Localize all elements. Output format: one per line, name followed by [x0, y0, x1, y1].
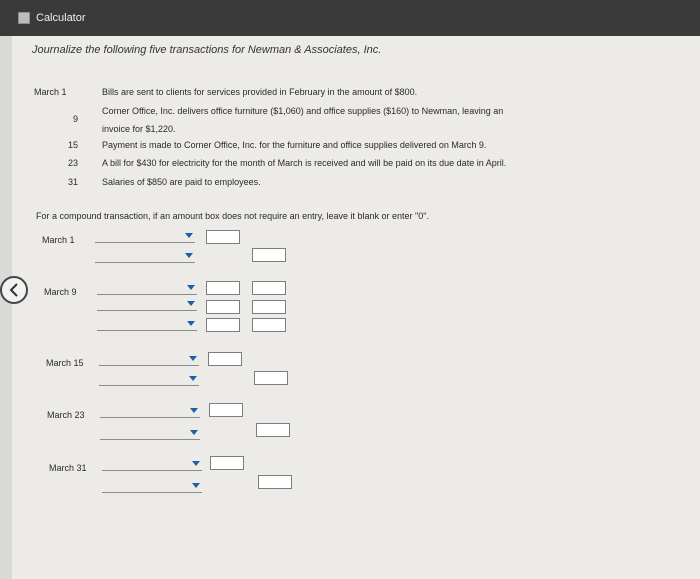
transaction-day-9: 9: [72, 114, 78, 124]
instructions-text: Journalize the following five transactions for Newman & Associates, Inc.: [32, 44, 382, 56]
debit-amount-input[interactable]: [209, 403, 243, 417]
debit-amount-input[interactable]: [206, 281, 240, 295]
debit-amount-input[interactable]: [208, 352, 242, 366]
credit-amount-input[interactable]: [254, 371, 288, 385]
dropdown-caret-icon: [192, 461, 200, 466]
transaction-day-31: 31: [67, 177, 78, 187]
transaction-day-23: 23: [67, 158, 78, 168]
dropdown-caret-icon: [187, 285, 195, 290]
dropdown-caret-icon: [189, 356, 197, 361]
account-select[interactable]: [99, 355, 199, 366]
top-bar: [0, 0, 700, 36]
dropdown-caret-icon: [192, 483, 200, 488]
transaction-4-text: A bill for $430 for electricity for the month of March is received and will be paid on its due date in April.: [102, 158, 507, 168]
chevron-left-icon: [8, 283, 20, 297]
entry-label-march-15: March 15: [46, 358, 84, 368]
transaction-5-text: Salaries of $850 are paid to employees.: [102, 177, 261, 187]
account-select[interactable]: [102, 460, 202, 471]
compound-note: For a compound transaction, if an amount box does not require an entry, leave it blank or enter "0".: [36, 211, 429, 221]
credit-amount-input[interactable]: [252, 281, 286, 295]
credit-amount-input[interactable]: [252, 300, 286, 314]
debit-amount-input[interactable]: [206, 300, 240, 314]
dropdown-caret-icon: [187, 301, 195, 306]
back-button[interactable]: [0, 276, 28, 304]
account-select[interactable]: [97, 284, 197, 295]
calculator-icon: [18, 12, 30, 24]
account-select[interactable]: [97, 300, 197, 311]
account-select[interactable]: [99, 375, 199, 386]
entry-label-march-23: March 23: [47, 410, 85, 420]
calculator-label: Calculator: [36, 12, 86, 24]
entry-label-march-1: March 1: [42, 235, 75, 245]
dropdown-caret-icon: [185, 233, 193, 238]
account-select[interactable]: [100, 407, 200, 418]
dropdown-caret-icon: [190, 430, 198, 435]
credit-amount-input[interactable]: [252, 318, 286, 332]
entry-label-march-9: March 9: [44, 287, 77, 297]
transaction-3-text: Payment is made to Corner Office, Inc. for the furniture and office supplies delivered on March 9.: [102, 140, 487, 150]
dropdown-caret-icon: [189, 376, 197, 381]
credit-amount-input[interactable]: [256, 423, 290, 437]
dropdown-caret-icon: [185, 253, 193, 258]
calculator-button[interactable]: [18, 10, 86, 26]
entry-label-march-31: March 31: [49, 463, 87, 473]
transaction-2-text: Corner Office, Inc. delivers office furniture ($1,060) and office supplies ($160) to Newman, leaving an: [102, 106, 504, 116]
transaction-day-15: 15: [67, 140, 78, 150]
account-select[interactable]: [100, 429, 200, 440]
account-select[interactable]: [95, 252, 195, 263]
debit-amount-input[interactable]: [206, 318, 240, 332]
dropdown-caret-icon: [190, 408, 198, 413]
account-select[interactable]: [102, 482, 202, 493]
credit-amount-input[interactable]: [252, 248, 286, 262]
credit-amount-input[interactable]: [258, 475, 292, 489]
account-select[interactable]: [95, 232, 195, 243]
debit-amount-input[interactable]: [206, 230, 240, 244]
dropdown-caret-icon: [187, 321, 195, 326]
transaction-1-text: Bills are sent to clients for services provided in February in the amount of $800.: [102, 87, 418, 97]
debit-amount-input[interactable]: [210, 456, 244, 470]
transaction-2-text-cont: invoice for $1,220.: [102, 124, 176, 134]
account-select[interactable]: [97, 320, 197, 331]
transaction-month: March 1: [34, 87, 67, 97]
